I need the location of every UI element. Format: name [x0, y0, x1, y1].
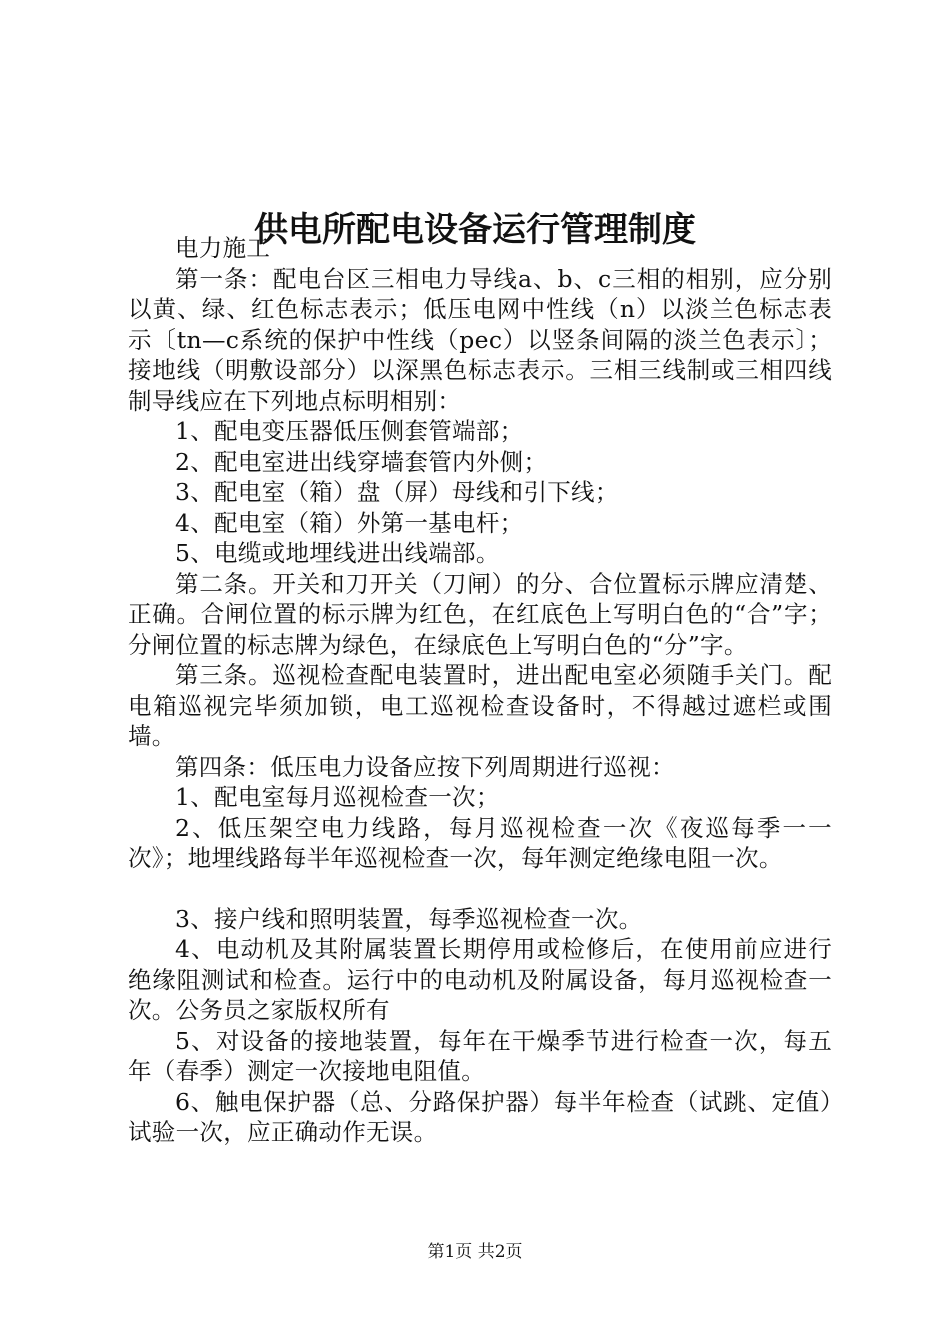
list-item: 4、配电室（箱）外第一基电杆；: [175, 508, 524, 537]
list-item: 5、电缆或地埋线进出线端部。: [175, 539, 500, 567]
paragraph-subtitle: 电力施工: [175, 234, 271, 262]
list-item: 1、配电室每月巡视检查一次；: [175, 783, 500, 811]
list-item: 4、电动机及其附属装置长期停用或检修后，在使用前应进行绝缘阻测试和检查。运行中的电动机及附属设备，每月巡视检查一次。公务员之家版权所有: [128, 935, 832, 1024]
document-body: [128, 233, 832, 1148]
list-item: 3、接户线和照明装置，每季巡视检查一次。: [175, 904, 643, 933]
paragraph-article-2: 第二条。开关和刀开关（刀闸）的分、合位置标示牌应清楚、正确。合闸位置的标示牌为红色，在红底色上写明白色的“合”字；分闸位置的标志牌为绿色，在绿底色上写明白色的“分”字。: [128, 569, 832, 659]
list-item: 2、低压架空电力线路，每月巡视检查一次《夜巡每季一一次》；地埋线路每半年巡视检查一次，每年测定绝缘电阻一次。: [128, 813, 832, 872]
list-item: 1、配电变压器低压侧套管端部；: [175, 417, 524, 445]
paragraph-article-3: 第三条。巡视检查配电装置时，进出配电室必须随手关门。配电箱巡视完毕须加锁，电工巡视检查设备时，不得越过遮栏或围墙。: [128, 661, 832, 750]
paragraph-article-4: 第四条：低压电力设备应按下列周期进行巡视：: [175, 752, 675, 781]
page-number-footer: 第1页 共2页: [427, 1242, 523, 1262]
list-item: 6、触电保护器（总、分路保护器）每半年检查（试跳、定值）试验一次，应正确动作无误。: [128, 1087, 832, 1146]
document-title: 供电所配电设备运行管理制度: [254, 209, 696, 250]
list-item: 2、配电室进出线穿墙套管内外侧；: [175, 447, 548, 476]
list-item: 3、配电室（箱）盘（屏）母线和引下线；: [175, 478, 619, 506]
list-item: 5、对设备的接地装置，每年在干燥季节进行检查一次，每五年（春季）测定一次接地电阻值。: [128, 1026, 832, 1085]
paragraph-article-1: 第一条：配电台区三相电力导线a、b、c三相的相别，应分别以黄、绿、红色标志表示；低压电网中性线（n）以淡兰色标志表示〔tn—c系统的保护中性线（pec）以竖条间隔的淡兰色表示〕；接地线（明敷设部分）以深黑色标志表示。三相三线制或三相四线制导线应在下列地点标明相别：: [128, 264, 832, 415]
